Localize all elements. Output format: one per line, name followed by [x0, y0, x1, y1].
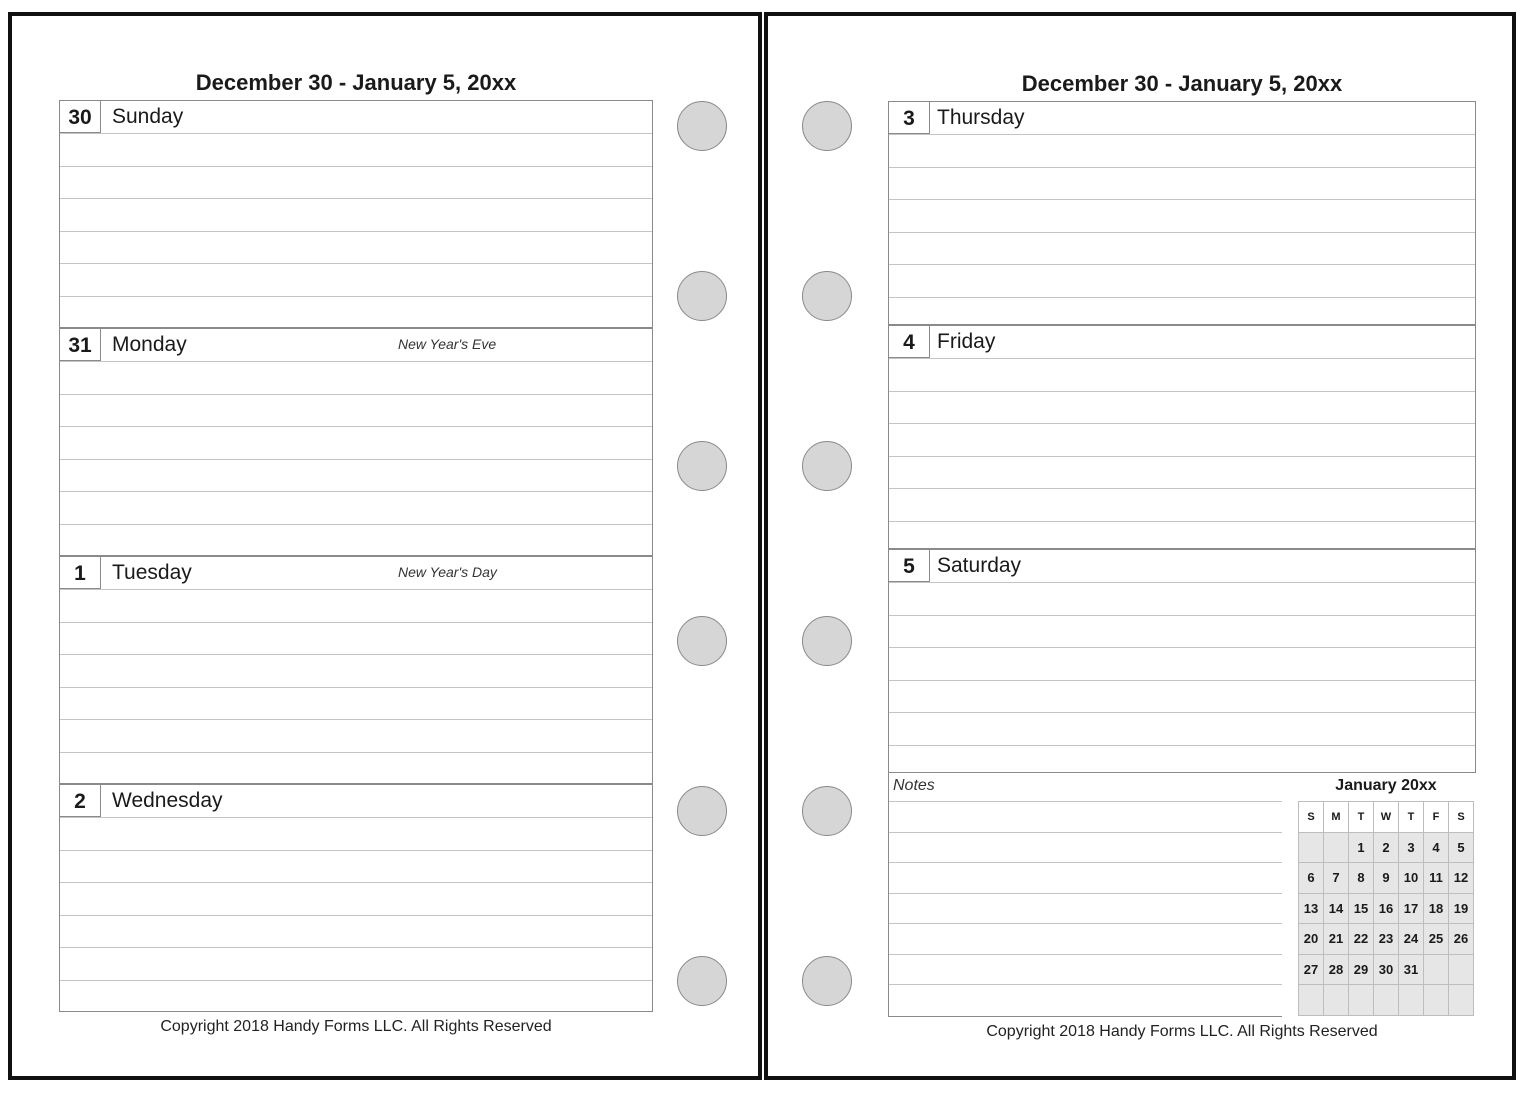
ruled-line: [60, 850, 652, 851]
day-block-tuesday: [59, 556, 653, 784]
calendar-day: 24: [1399, 924, 1424, 955]
binder-hole: [802, 616, 852, 666]
calendar-day: 3: [1399, 832, 1424, 863]
calendar-empty-cell: [1399, 985, 1424, 1016]
calendar-day: 26: [1449, 924, 1474, 955]
mini-calendar: [1298, 801, 1474, 1016]
day-name: Monday: [112, 333, 187, 356]
calendar-day: 5: [1449, 832, 1474, 863]
ruled-line: [889, 297, 1475, 298]
ruled-line: [60, 133, 652, 134]
ruled-line: [60, 980, 652, 981]
ruled-line: [60, 459, 652, 460]
calendar-day: 2: [1374, 832, 1399, 863]
ruled-line: [889, 647, 1475, 648]
notes-line: [889, 862, 1282, 863]
weekday-header: T: [1349, 802, 1374, 833]
calendar-empty-cell: [1299, 832, 1324, 863]
ruled-line: [889, 615, 1475, 616]
left-page-title: December 30 - January 5, 20xx: [195, 70, 517, 95]
copyright-text: Copyright 2018 Handy Forms LLC. All Rights Reserved: [986, 1023, 1378, 1040]
ruled-line: [60, 589, 652, 590]
notes-line: [889, 832, 1282, 833]
calendar-empty-cell: [1449, 954, 1474, 985]
notes-line: [889, 923, 1282, 924]
weekday-header: W: [1374, 802, 1399, 833]
day-block-thursday: [888, 101, 1476, 325]
calendar-day: 15: [1349, 893, 1374, 924]
calendar-day: 21: [1324, 924, 1349, 955]
calendar-day: 28: [1324, 954, 1349, 985]
binder-hole: [677, 101, 727, 151]
ruled-line: [889, 391, 1475, 392]
weekday-header: M: [1324, 802, 1349, 833]
day-name: Sunday: [112, 105, 184, 128]
day-number: 31: [60, 329, 101, 361]
calendar-day: 17: [1399, 893, 1424, 924]
calendar-day: 19: [1449, 893, 1474, 924]
ruled-line: [60, 947, 652, 948]
binder-hole: [677, 271, 727, 321]
calendar-day: 10: [1399, 863, 1424, 894]
binder-hole: [677, 616, 727, 666]
ruled-line: [889, 167, 1475, 168]
day-block-saturday: [888, 549, 1476, 773]
ruled-line: [889, 745, 1475, 746]
calendar-day: 29: [1349, 954, 1374, 985]
day-name: Tuesday: [112, 561, 192, 584]
calendar-day: 11: [1424, 863, 1449, 894]
calendar-empty-cell: [1324, 832, 1349, 863]
binder-hole: [802, 956, 852, 1006]
ruled-line: [889, 582, 1475, 583]
calendar-empty-cell: [1424, 954, 1449, 985]
ruled-line: [889, 488, 1475, 489]
ruled-line: [60, 622, 652, 623]
calendar-day: 18: [1424, 893, 1449, 924]
left-planner-page: [8, 12, 762, 1080]
day-block-monday: [59, 328, 653, 556]
ruled-line: [60, 491, 652, 492]
calendar-empty-cell: [1424, 985, 1449, 1016]
calendar-day: 23: [1374, 924, 1399, 955]
day-block-sunday: [59, 100, 653, 328]
ruled-line: [60, 263, 652, 264]
day-name: Saturday: [937, 554, 1022, 577]
ruled-line: [60, 524, 652, 525]
notes-line: [889, 984, 1282, 985]
ruled-line: [889, 232, 1475, 233]
ruled-line: [60, 231, 652, 232]
calendar-day: 31: [1399, 954, 1424, 985]
notes-label: Notes: [893, 777, 935, 794]
day-number: 2: [60, 785, 101, 817]
right-page-title: December 30 - January 5, 20xx: [1021, 71, 1343, 96]
ruled-line: [60, 654, 652, 655]
weekday-header: F: [1424, 802, 1449, 833]
ruled-line: [60, 719, 652, 720]
ruled-line: [889, 712, 1475, 713]
notes-line: [889, 893, 1282, 894]
day-name: Friday: [937, 330, 996, 353]
ruled-line: [60, 426, 652, 427]
calendar-day: 4: [1424, 832, 1449, 863]
calendar-day: 14: [1324, 893, 1349, 924]
day-number: 5: [889, 550, 930, 582]
binder-hole: [802, 101, 852, 151]
calendar-day: 30: [1374, 954, 1399, 985]
ruled-line: [889, 521, 1475, 522]
ruled-line: [60, 882, 652, 883]
calendar-day: 6: [1299, 863, 1324, 894]
calendar-day: 8: [1349, 863, 1374, 894]
binder-hole: [677, 956, 727, 1006]
ruled-line: [889, 680, 1475, 681]
calendar-day: 22: [1349, 924, 1374, 955]
binder-hole: [802, 441, 852, 491]
holiday-note: New Year's Day: [398, 564, 497, 580]
binder-hole: [802, 271, 852, 321]
calendar-day: 25: [1424, 924, 1449, 955]
ruled-line: [889, 199, 1475, 200]
mini-calendar-title: January 20xx: [1335, 777, 1437, 794]
day-block-friday: [888, 325, 1476, 549]
ruled-line: [889, 264, 1475, 265]
ruled-line: [889, 358, 1475, 359]
calendar-empty-cell: [1349, 985, 1374, 1016]
holiday-note: New Year's Eve: [398, 336, 497, 352]
calendar-day: 27: [1299, 954, 1324, 985]
day-block-wednesday: [59, 784, 653, 1012]
weekday-header: S: [1299, 802, 1324, 833]
day-number: 4: [889, 326, 930, 358]
notes-line: [889, 801, 1282, 802]
weekday-header: S: [1449, 802, 1474, 833]
calendar-empty-cell: [1374, 985, 1399, 1016]
calendar-day: 7: [1324, 863, 1349, 894]
notes-line: [889, 954, 1282, 955]
calendar-empty-cell: [1324, 985, 1349, 1016]
weekday-header: T: [1399, 802, 1424, 833]
binder-hole: [677, 786, 727, 836]
binder-hole: [802, 786, 852, 836]
calendar-day: 20: [1299, 924, 1324, 955]
calendar-day: 16: [1374, 893, 1399, 924]
calendar-day: 12: [1449, 863, 1474, 894]
ruled-line: [60, 687, 652, 688]
ruled-line: [60, 752, 652, 753]
day-number: 1: [60, 557, 101, 589]
day-name: Thursday: [937, 106, 1025, 129]
ruled-line: [60, 361, 652, 362]
ruled-line: [60, 915, 652, 916]
ruled-line: [60, 394, 652, 395]
calendar-day: 9: [1374, 863, 1399, 894]
day-number: 3: [889, 102, 930, 134]
ruled-line: [889, 423, 1475, 424]
notes-area: [888, 773, 1282, 1017]
calendar-day: 13: [1299, 893, 1324, 924]
calendar-empty-cell: [1449, 985, 1474, 1016]
ruled-line: [60, 296, 652, 297]
binder-hole: [677, 441, 727, 491]
day-number: 30: [60, 101, 101, 133]
ruled-line: [60, 817, 652, 818]
day-name: Wednesday: [112, 789, 223, 812]
ruled-line: [889, 134, 1475, 135]
ruled-line: [60, 198, 652, 199]
copyright-text: Copyright 2018 Handy Forms LLC. All Rights Reserved: [160, 1018, 552, 1035]
calendar-empty-cell: [1299, 985, 1324, 1016]
right-planner-page: [764, 12, 1516, 1080]
ruled-line: [60, 166, 652, 167]
ruled-line: [889, 456, 1475, 457]
calendar-day: 1: [1349, 832, 1374, 863]
